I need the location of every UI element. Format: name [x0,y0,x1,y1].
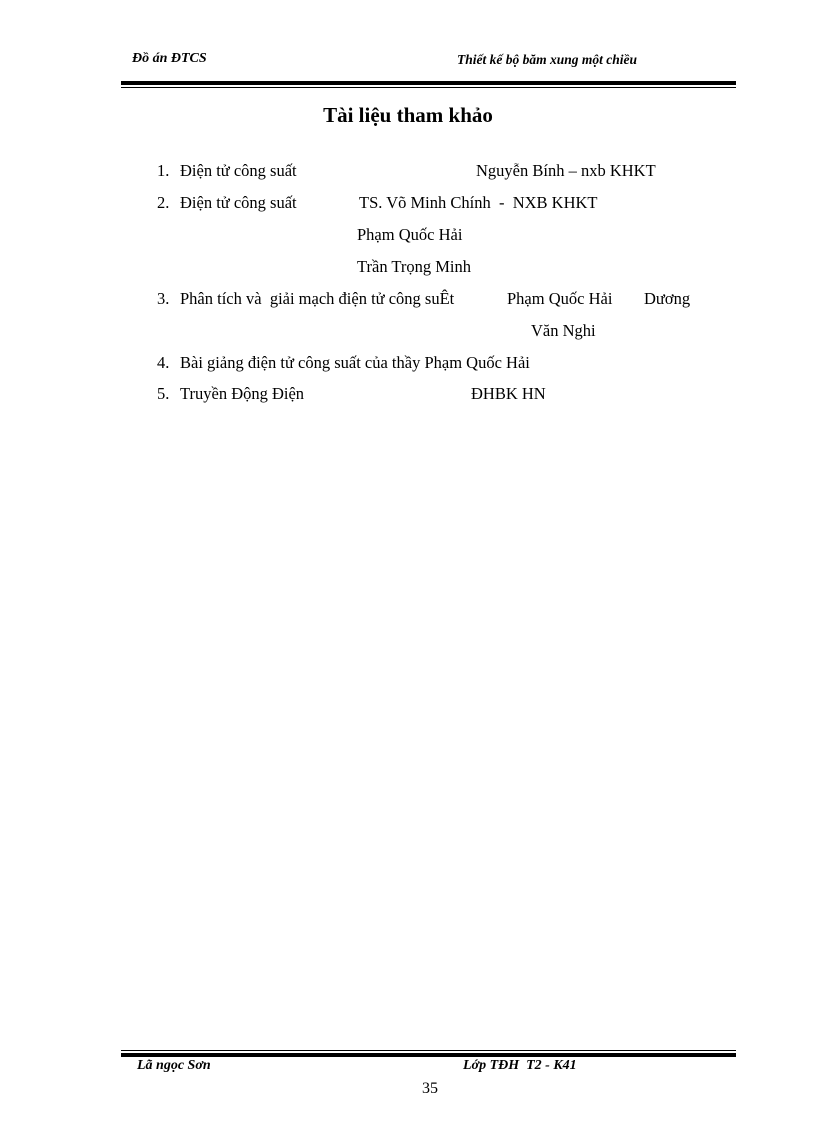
header-rule-thick [121,81,736,85]
ref-3-number: 3. [157,289,170,308]
ref-1-author: Nguyễn Bính – nxb KHKT [476,161,656,180]
ref-3-work: Phân tích và giải mạch điện tử công suÊt [180,289,455,308]
ref-3-author: Phạm Quốc Hải [507,289,613,308]
ref-4-number: 4. [157,353,170,372]
header-right: Thiết kế bộ băm xung một chiều [457,52,638,67]
ref-4-work: Bài giảng điện tử công suất của thầy Phạm Quốc Hải [180,353,530,372]
ref-2-author: TS. Võ Minh Chính - NXB KHKT [359,193,598,212]
ref-3-author: Văn Nghi [531,321,596,340]
ref-2-author: Phạm Quốc Hải [357,225,463,244]
ref-5-number: 5. [157,384,170,403]
header-rule-thin [121,87,736,88]
ref-5-work: Truyền Động Điện [180,384,305,403]
footer-author: Lã ngọc Sơn [137,1058,211,1073]
ref-5-author: ĐHBK HN [471,384,546,403]
header-left: Đồ án ĐTCS [132,51,207,66]
ref-2-author: Trần Trọng Minh [357,257,472,276]
footer-class: Lớp TĐH T2 - K41 [463,1058,577,1073]
ref-3-author: Dương [644,289,691,308]
ref-1-number: 1. [157,161,170,180]
ref-1-work: Điện tử công suất [180,161,297,180]
ref-2-number: 2. [157,193,170,212]
page-title: Tài liệu tham khảo [323,103,493,127]
ref-2-work: Điện tử công suất [180,193,297,212]
page-number: 35 [422,1080,438,1097]
footer-rule-thick [121,1053,736,1057]
footer-rule-thin [121,1050,736,1051]
